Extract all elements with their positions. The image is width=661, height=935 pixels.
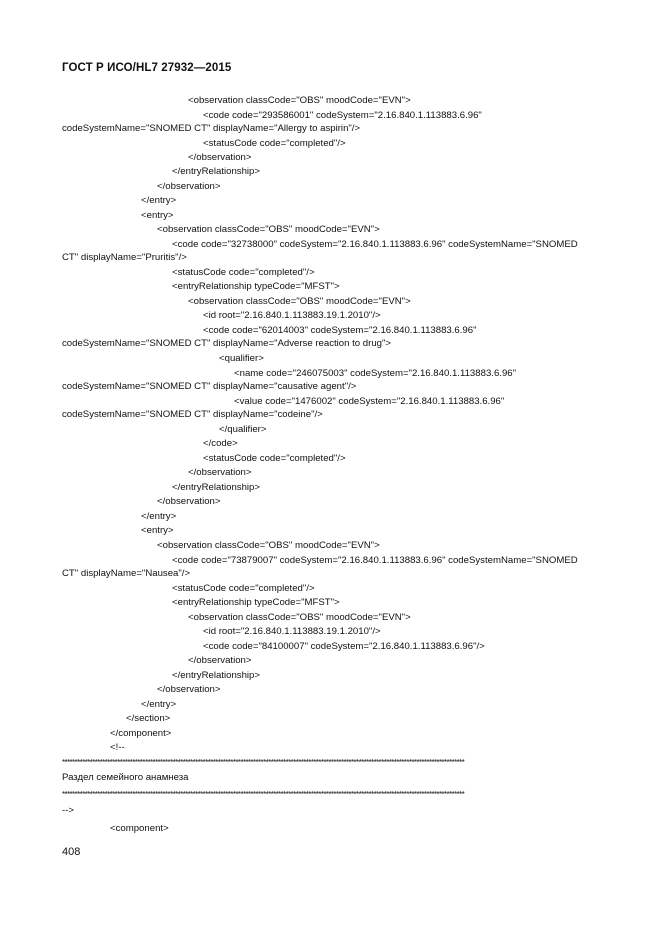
code-line: <code code="293586001" codeSystem="2.16.840.1.113883.6.96" [203,110,482,121]
code-line: </component> [110,728,172,739]
code-line: <observation classCode="OBS" moodCode="EVN"> [188,95,411,106]
code-line: </observation> [188,152,252,163]
code-line: </observation> [157,181,221,192]
code-line: codeSystemName="SNOMED CT" displayName="Adverse reaction to drug"> [62,338,392,349]
code-line: <code code="32738000" codeSystem="2.16.840.1.113883.6.96" codeSystemName="SNOMED [172,239,578,250]
code-line: CT" displayName="Nausea"/> [62,568,191,579]
code-line: <code code="62014003" codeSystem="2.16.840.1.113883.6.96" [203,325,477,336]
code-line: <statusCode code="completed"/> [203,453,346,464]
code-line: <statusCode code="completed"/> [172,267,315,278]
code-line: <id root="2.16.840.1.113883.19.1.2010"/> [203,626,381,637]
code-line: <name code="246075003" codeSystem="2.16.840.1.113883.6.96" [234,368,517,379]
code-line: </entryRelationship> [172,166,260,177]
code-line: <code code="73879007" codeSystem="2.16.840.1.113883.6.96" codeSystemName="SNOMED [172,555,578,566]
code-line: <!-- [110,742,125,753]
code-line: CT" displayName="Pruritis"/> [62,252,187,263]
code-line: <qualifier> [219,353,264,364]
code-line: <id root="2.16.840.1.113883.19.1.2010"/> [203,310,381,321]
code-line: <entryRelationship typeCode="MFST"> [172,597,340,608]
code-line: --> [62,805,74,816]
code-line: <observation classCode="OBS" moodCode="EVN"> [188,296,411,307]
code-line: codeSystemName="SNOMED CT" displayName="causative agent"/> [62,381,357,392]
code-line: <value code="1476002" codeSystem="2.16.840.1.113883.6.96" [234,396,505,407]
code-line: <code code="84100007" codeSystem="2.16.840.1.113883.6.96"/> [203,641,485,652]
code-line: </observation> [157,496,221,507]
comment-separator-top: **************************************************************************************************************************************************************** [62,758,465,767]
page-number: 408 [62,846,81,858]
code-line: codeSystemName="SNOMED CT" displayName="codeine"/> [62,409,323,420]
comment-separator-bottom: **************************************************************************************************************************************************************** [62,790,465,799]
code-line: </code> [203,438,238,449]
code-line: <entry> [141,525,174,536]
comment-text: Раздел семейного анамнеза [62,772,189,783]
code-line: </observation> [157,684,221,695]
code-line: </qualifier> [219,424,267,435]
code-line: </entryRelationship> [172,482,260,493]
code-line: <observation classCode="OBS" moodCode="EVN"> [188,612,411,623]
code-line: <entry> [141,210,174,221]
code-line: </entry> [141,195,177,206]
code-line: codeSystemName="SNOMED CT" displayName="Allergy to aspirin"/> [62,123,361,134]
code-line: </section> [126,713,171,724]
code-line: </entry> [141,699,177,710]
code-line: </entry> [141,511,177,522]
code-line: <observation classCode="OBS" moodCode="EVN"> [157,540,380,551]
code-line: </entryRelationship> [172,670,260,681]
code-line: </observation> [188,467,252,478]
code-line: <entryRelationship typeCode="MFST"> [172,281,340,292]
code-line: <component> [110,823,169,834]
document-header: ГОСТ Р ИСО/HL7 27932—2015 [62,62,232,74]
code-line: </observation> [188,655,252,666]
code-line: <statusCode code="completed"/> [172,583,315,594]
code-line: <statusCode code="completed"/> [203,138,346,149]
code-line: <observation classCode="OBS" moodCode="EVN"> [157,224,380,235]
